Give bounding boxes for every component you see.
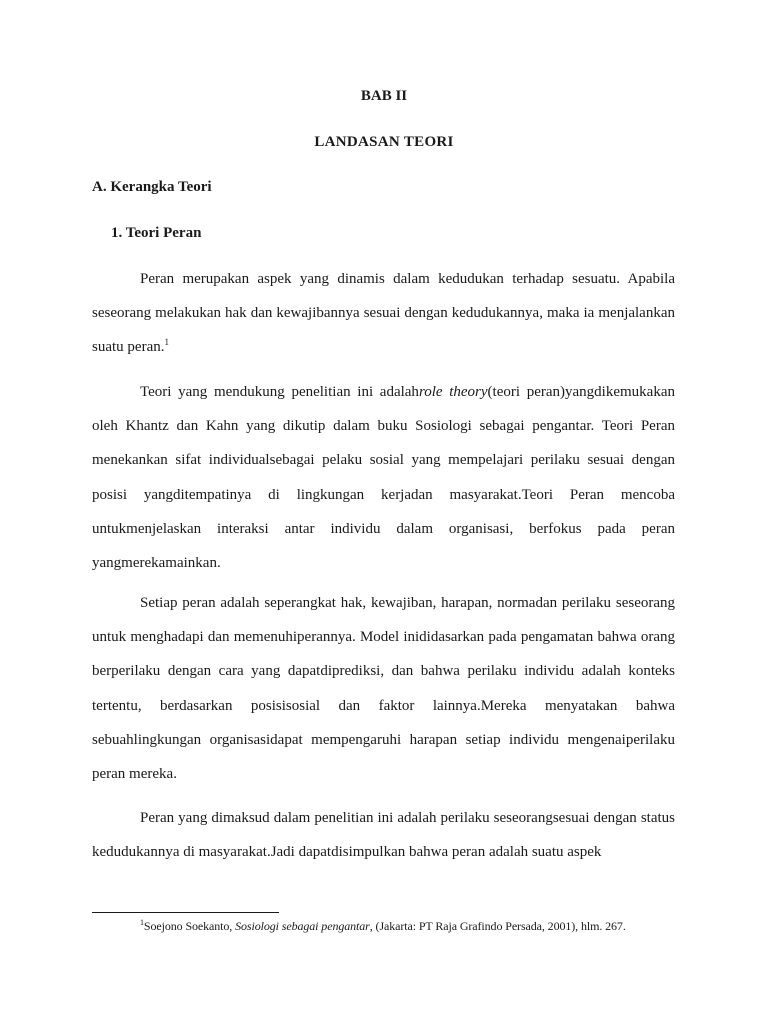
paragraph-2-text-rest: (teori peran)yangdikemukakan oleh Khantz dan Kahn yang dikutip dalam buku Sosiologi sebagai pengantar. Teori Peran menekankan sifat individualsebagai pelaku sosial yang mempelajari perilaku sesuai dengan posisi yangditempatinya di lingkungan kerjadan masyarakat.Teori Peran mencoba untukmenjelaskan interaksi antar individu dalam organisasi, berfokus pada peran yangmerekamainkan. bbox=[92, 384, 675, 572]
footnote-details: , (Jakarta: PT Raja Grafindo Persada, 2001), hlm. 267. bbox=[369, 919, 626, 933]
paragraph-1 bbox=[92, 262, 675, 365]
paragraph-4-text: Peran yang dimaksud dalam penelitian ini adalah perilaku seseorangsesuai dengan status kedudukannya di masyarakat.Jadi dapatdisimpulkan bahwa peran adalah suatu aspek bbox=[92, 810, 675, 861]
footnote-book-title: Sosiologi sebagai pengantar bbox=[235, 919, 370, 933]
paragraph-4 bbox=[92, 801, 675, 869]
paragraph-2-italic-term: role theory bbox=[418, 384, 488, 400]
footnote-separator bbox=[92, 912, 279, 913]
paragraph-1-text: Peran merupakan aspek yang dinamis dalam kedudukan terhadap sesuatu. Apabila seseorang melakukan hak dan kewajibannya sesuai dengan kedudukannya, maka ia menjalankan suatu peran. bbox=[92, 271, 675, 356]
paragraph-3 bbox=[92, 586, 675, 791]
footnote-number: 1 bbox=[140, 918, 144, 927]
footnote bbox=[140, 919, 626, 934]
paragraph-2-text-start: Teori yang mendukung penelitian ini adalah bbox=[140, 384, 419, 400]
subsection-heading: 1. Teori Peran bbox=[111, 225, 202, 241]
section-heading: A. Kerangka Teori bbox=[92, 179, 212, 195]
paragraph-3-text: Setiap peran adalah seperangkat hak, kewajiban, harapan, normadan perilaku seseorang untuk menghadapi dan memenuhiperannya. Model inididasarkan pada pengamatan bahwa orang berperilaku dengan cara yang dapatdiprediksi, dan bahwa perilaku individu adalah konteks tertentu, berdasarkan posisisosial dan faktor lainnya.Mereka menyatakan bahwa sebuahlingkungan organisasidapat mempengaruhi harapan setiap individu mengenaiperilaku peran mereka. bbox=[92, 595, 675, 783]
footnote-author: Soejono Soekanto, bbox=[143, 919, 236, 933]
footnote-reference[interactable]: 1 bbox=[164, 337, 169, 348]
paragraph-2 bbox=[92, 375, 675, 580]
chapter-number: BAB II bbox=[360, 88, 408, 104]
chapter-title: LANDASAN TEORI bbox=[314, 134, 454, 150]
